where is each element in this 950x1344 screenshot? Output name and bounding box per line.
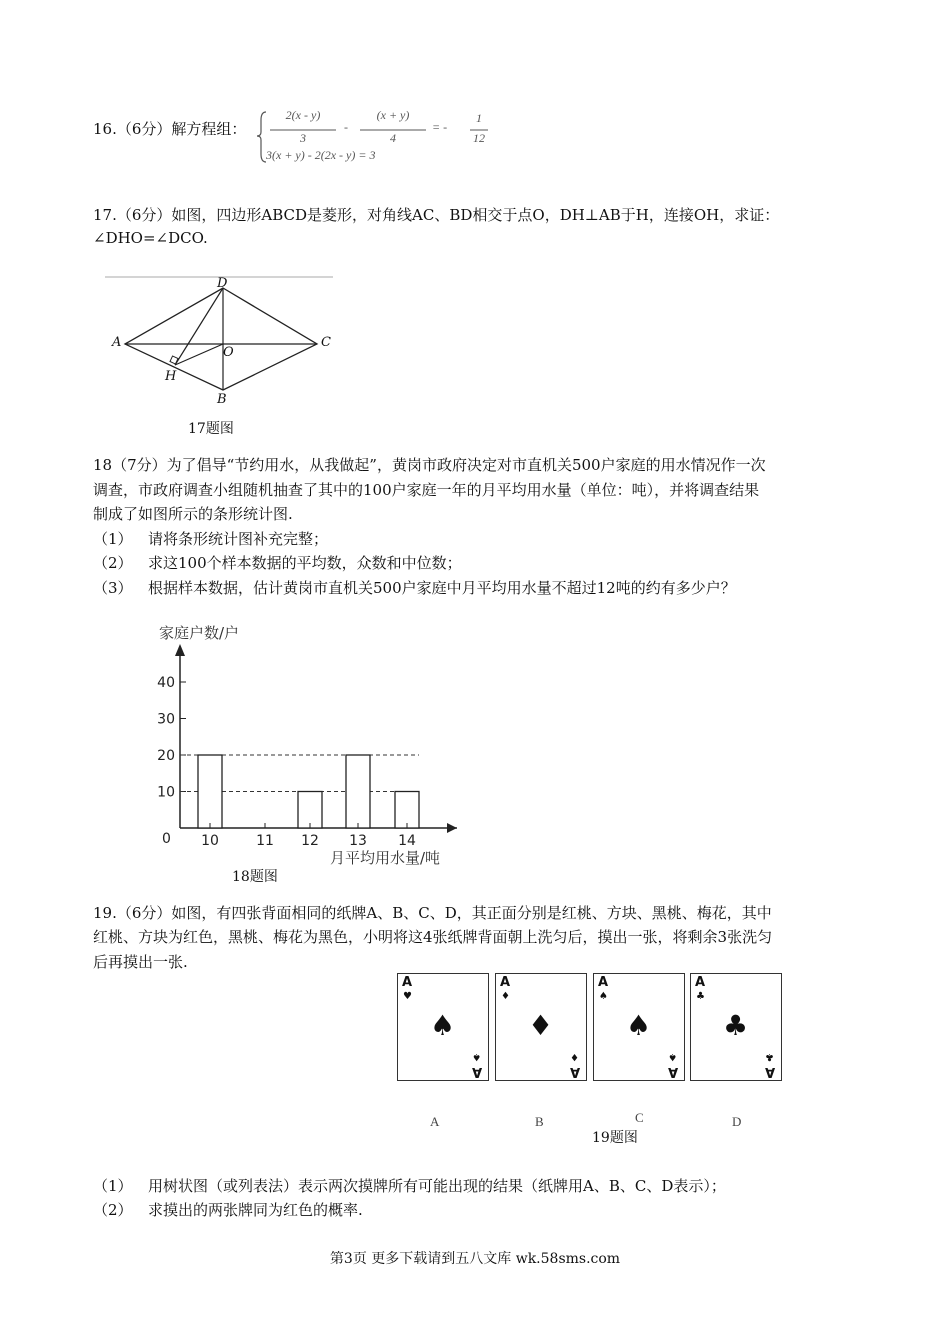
q18-item-3-text: 根据样本数据，估计黄岗市直机关500户家庭中月平均用水量不超过12吨的约有多少户？: [148, 579, 736, 597]
q19-item-1-text: 用树状图（或列表法）表示两次摸牌所有可能出现的结果（纸牌用A、B、C、D表示）；: [148, 1177, 726, 1195]
q18-caption: 18题图: [232, 869, 278, 885]
card-c-rank-bottom: A: [667, 1064, 678, 1079]
diamond-icon: ♦: [528, 1009, 554, 1042]
card-b-rank-bottom: A: [569, 1064, 580, 1079]
q18-item-3-num: （3）: [93, 579, 133, 597]
q19-item-2-num: （2）: [93, 1201, 133, 1219]
spade-small-icon: ♠: [472, 1051, 481, 1062]
q18-item-2-text: 求这100个样本数据的平均数，众数和中位数；: [148, 554, 462, 572]
q19-caption: 19题图: [592, 1130, 638, 1146]
q17-caption: 17题图: [188, 421, 234, 437]
y-axis-label: 家庭户数/户: [159, 624, 240, 642]
spade-small-bottom-icon: ♠: [668, 1051, 677, 1062]
eq1-term2-denominator: 4: [390, 131, 396, 145]
q19-line2: 红桃、方块为红色，黑桃、梅花为黑色，小明将这4张纸牌背面朝上洗匀后，摸出一张，将剩余3张洗匀: [93, 928, 773, 946]
q17-line2: ∠DHO=∠DCO.: [93, 229, 208, 247]
q19-line3: 后再摸出一张.: [93, 953, 188, 971]
label-b: B: [217, 392, 227, 407]
q18-item-2: [93, 552, 462, 573]
eq2: 3(x + y) - 2(2x - y) = 3: [266, 148, 376, 162]
label-d: D: [217, 276, 228, 291]
q19-line1: 19.（6分）如图，有四张背面相同的纸牌A、B、C、D，其正面分别是红桃、方块、黑桃、梅花，其中: [93, 904, 772, 922]
bar-14: [395, 792, 419, 829]
rhombus-diagram: [105, 272, 340, 412]
club-small-bottom-icon: ♣: [765, 1051, 774, 1062]
diamond-small-icon: ♦: [501, 991, 510, 1002]
q16-equation-system: [256, 108, 506, 164]
q18-line3: 制成了如图所示的条形统计图.: [93, 505, 293, 523]
card-a-rank: A: [402, 975, 413, 990]
card-b-rank: A: [500, 975, 511, 990]
q18-item-1-num: （1）: [93, 530, 133, 548]
club-small-icon: ♣: [696, 991, 705, 1002]
rhombus-abcd: [125, 288, 317, 390]
y-tick-label: 10: [157, 784, 175, 801]
bar-chart-svg: [145, 618, 475, 868]
q18-item-1: [93, 528, 328, 549]
x-tick-label: 12: [301, 833, 319, 849]
q19-item-1: [93, 1175, 726, 1196]
q18-item-1-text: 请将条形统计图补充完整；: [148, 530, 329, 548]
q18-line1: 18（7分）为了倡导“节约用水，从我做起”，黄岗市政府决定对市直机关500户家庭的用水情况作一次: [93, 456, 766, 474]
q18-item-3: [93, 577, 736, 598]
bar-13: [346, 755, 370, 828]
eq1-rhs-denominator: 12: [473, 131, 485, 145]
q19-item-2: [93, 1199, 363, 1220]
q16-stem: 16.（6分）解方程组：: [93, 120, 247, 138]
origin-label: 0: [162, 831, 171, 847]
segment-dh: [175, 288, 223, 365]
x-tick-label: 14: [398, 833, 416, 849]
q18-item-2-num: （2）: [93, 554, 133, 572]
bar-12: [298, 792, 322, 829]
label-c: C: [321, 335, 331, 350]
spade-big-icon: ♠: [626, 1009, 652, 1042]
label-h: H: [165, 369, 177, 384]
bar-10: [198, 755, 222, 828]
spade-icon: ♠: [430, 1009, 456, 1042]
y-tick-label: 40: [157, 675, 175, 691]
card-b: [495, 973, 587, 1081]
q19-item-1-num: （1）: [93, 1177, 133, 1195]
rhombus-figure: [105, 272, 340, 412]
card-c: [593, 973, 685, 1081]
x-tick-label: 13: [349, 833, 367, 849]
y-tick-label: 20: [157, 748, 175, 764]
card-label-d: D: [732, 1114, 742, 1129]
y-axis-arrow: [175, 644, 185, 656]
eq1-term1-numerator: 2(x - y): [285, 108, 321, 122]
card-d: [690, 973, 782, 1081]
bar-chart: [145, 618, 475, 868]
heart-icon: ♥: [403, 991, 412, 1002]
club-icon: ♣: [723, 1009, 749, 1042]
eq1-rhs-numerator: 1: [476, 111, 482, 125]
x-axis-label: 月平均用水量/吨: [330, 849, 441, 867]
x-axis-arrow: [447, 823, 457, 833]
spade-small-top-icon: ♠: [599, 991, 608, 1002]
card-label-c: C: [635, 1110, 644, 1125]
x-tick-label: 11: [256, 833, 274, 849]
q19-item-2-text: 求摸出的两张牌同为红色的概率.: [148, 1201, 363, 1219]
page-footer: 第3页 更多下载请到五八文库 wk.58sms.com: [329, 1251, 621, 1267]
label-o: O: [223, 345, 234, 360]
card-label-a: A: [430, 1114, 440, 1129]
card-a: [397, 973, 489, 1081]
eq1-rhs-sign: = -: [432, 120, 448, 134]
card-d-rank-bottom: A: [764, 1064, 775, 1079]
card-d-rank: A: [695, 975, 706, 990]
eq1-term1-denominator: 3: [300, 131, 306, 145]
x-tick-label: 10: [201, 833, 219, 849]
y-tick-label: 30: [157, 711, 175, 728]
label-a: A: [112, 335, 122, 350]
q17-line1: 17.（6分）如图，四边形ABCD是菱形，对角线AC、BD相交于点O，DH⊥AB于H，连接OH，求证：: [93, 206, 780, 224]
card-label-b: B: [535, 1114, 544, 1129]
eq1-term2-numerator: (x + y): [376, 108, 410, 122]
card-a-rank-bottom: A: [471, 1064, 482, 1079]
card-c-rank: A: [598, 975, 609, 990]
eq1-minus: -: [344, 120, 348, 134]
diamond-small-bottom-icon: ♦: [570, 1051, 579, 1062]
q18-line2: 调查，市政府调查小组随机抽查了其中的100户家庭一年的月平均用水量（单位：吨），并将调查结果: [93, 481, 760, 499]
